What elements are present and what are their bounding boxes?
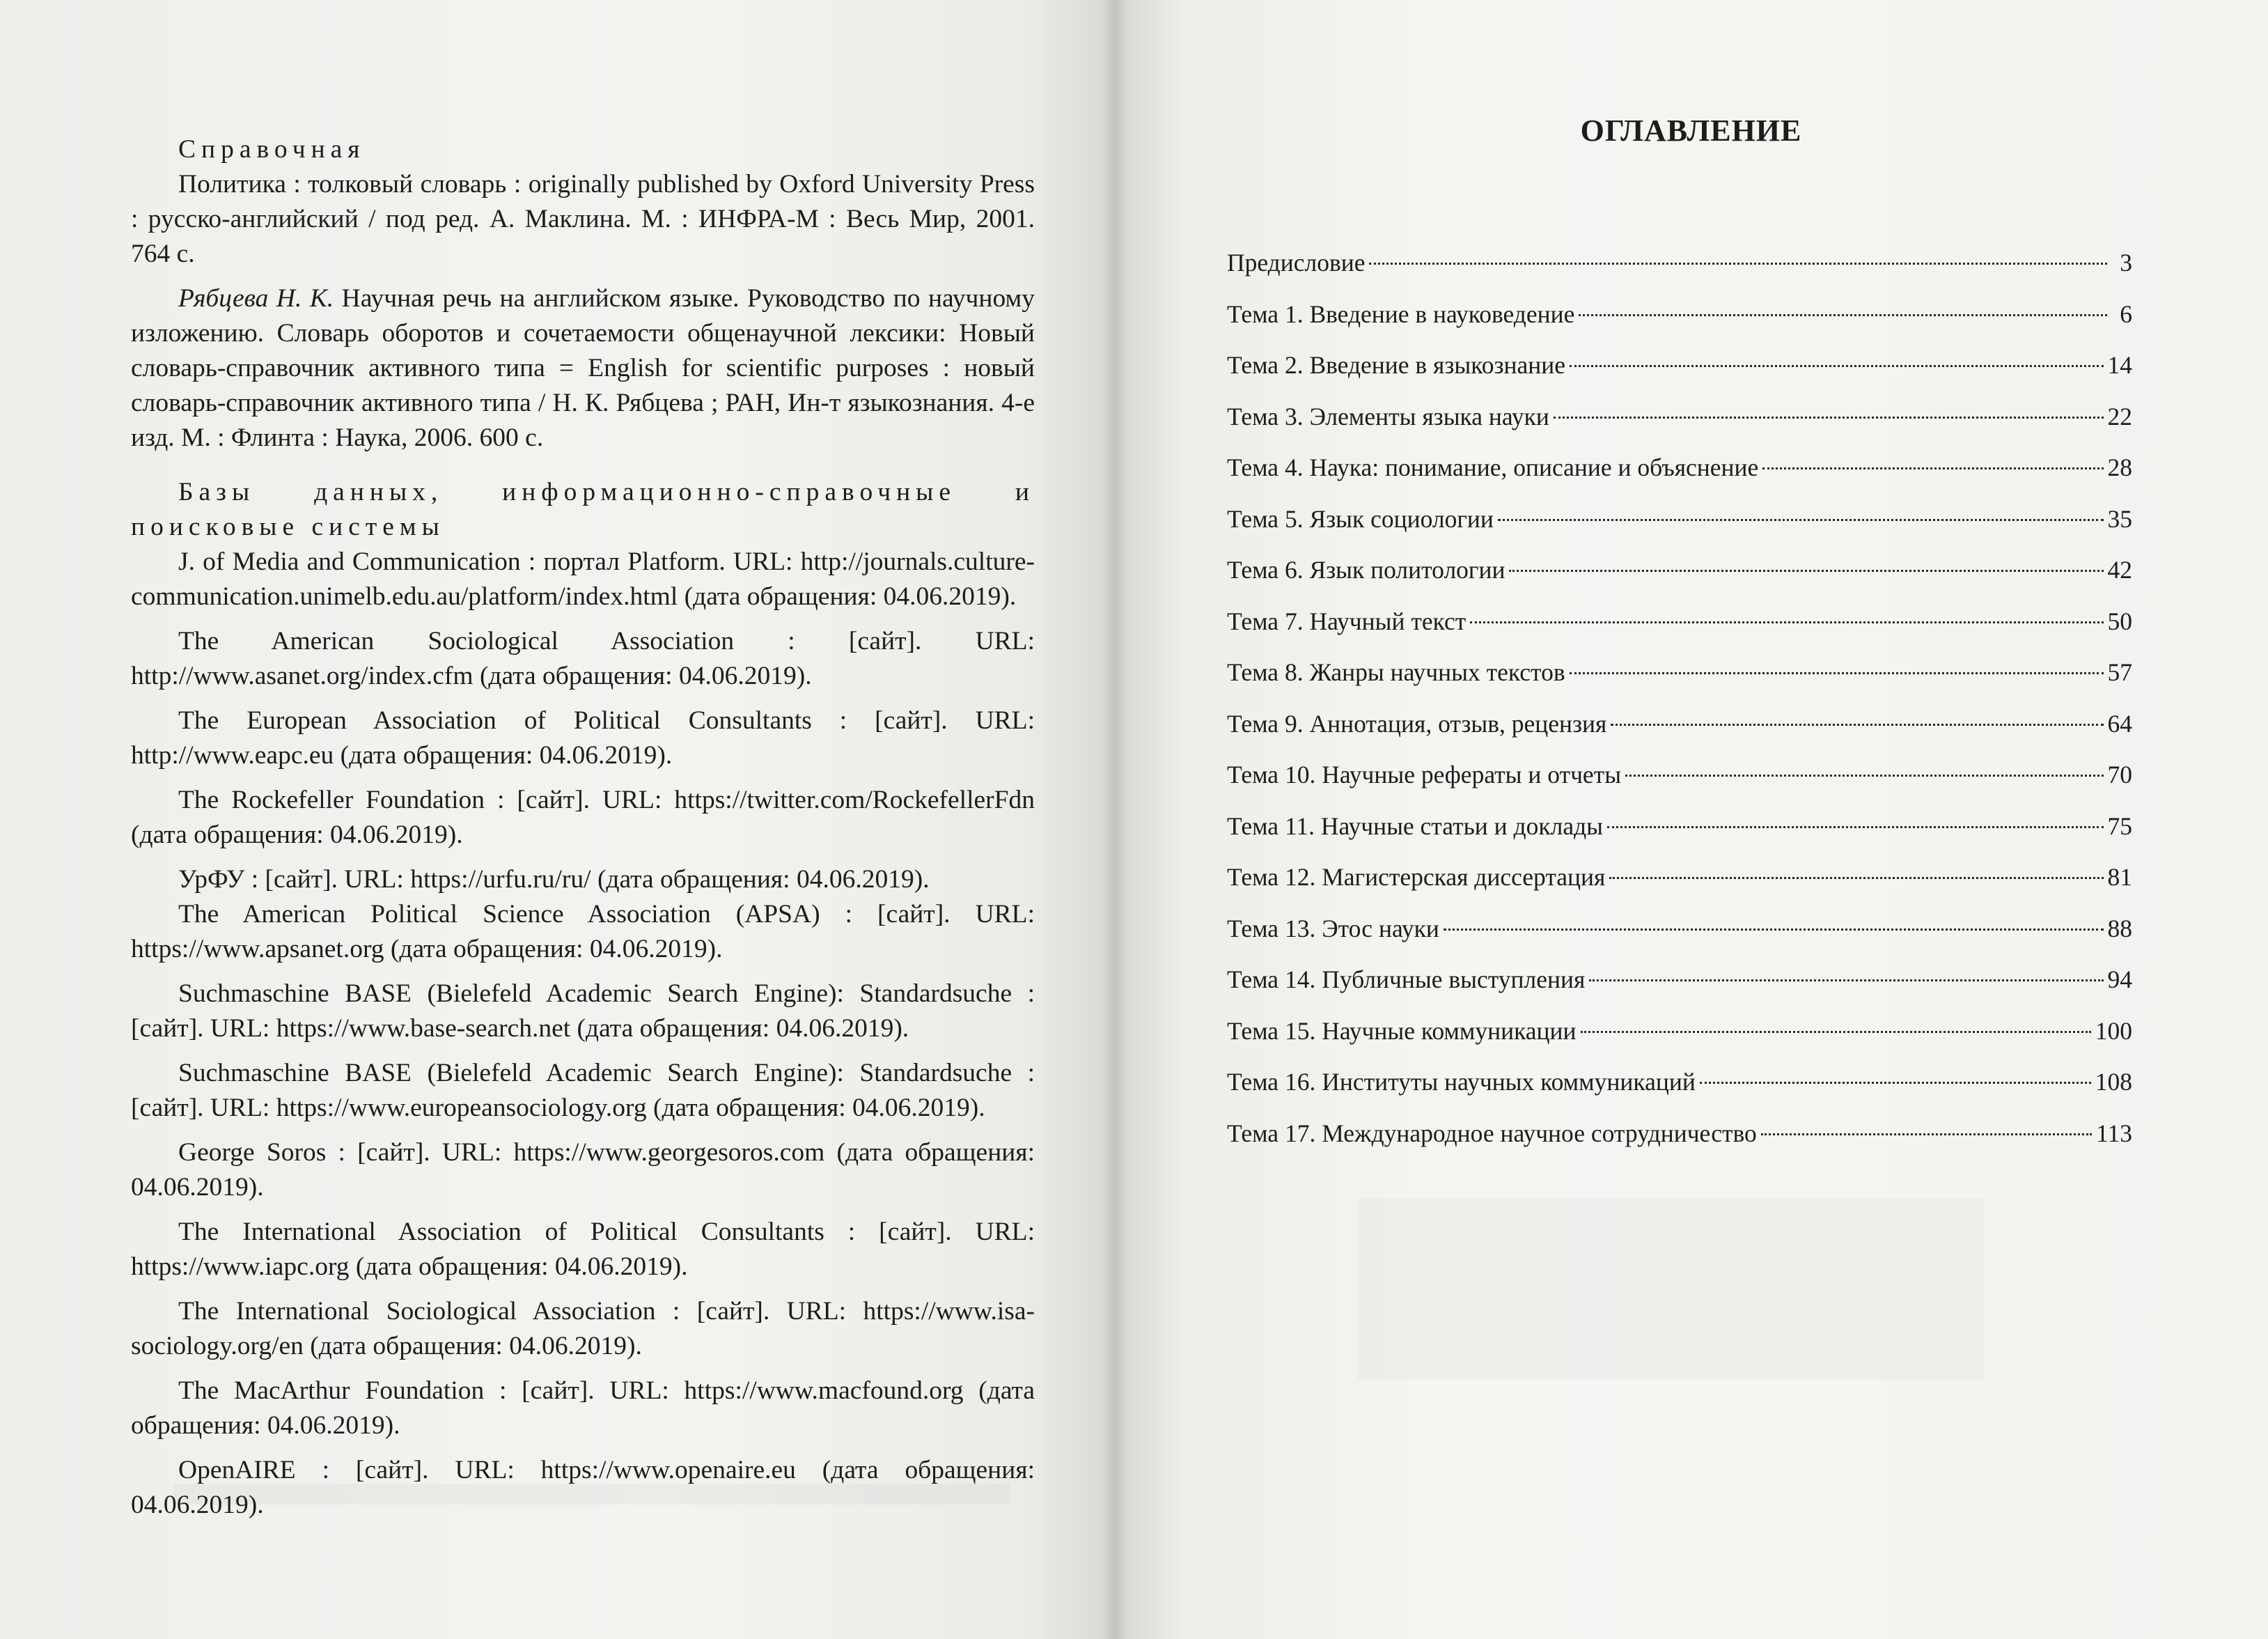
reference-entry: George Soros : [сайт]. URL: https://www.georgesoros.com (дата обращения: 04.06.2019). <box>131 1138 1035 1202</box>
reference-entry: The Rockefeller Foundation : [сайт]. URL: https://twitter.com/RockefellerFdn (дата обращения: 04.06.2019). <box>131 786 1035 849</box>
toc-entry-page: 100 <box>2095 1016 2132 1045</box>
toc-entry-label: Тема 14. Публичные выступления <box>1227 965 1586 993</box>
toc-entry <box>1227 860 2132 911</box>
reference-author: Рябцева Н. К. <box>178 284 334 313</box>
toc-dot-leader <box>1509 570 2103 572</box>
toc-dot-leader <box>1611 724 2103 726</box>
reference-entry: Suchmaschine BASE (Bielefeld Academic Search Engine): Standardsuche : [сайт]. URL: https://www.base-search.net (дата обращения: 04.06.2019). <box>131 979 1035 1043</box>
toc-entry-page: 14 <box>2107 351 2132 379</box>
toc-entry-page: 108 <box>2095 1068 2132 1096</box>
toc-entry-page: 57 <box>2107 658 2132 686</box>
toc-entry <box>1227 502 2132 553</box>
toc-entry <box>1227 1013 2132 1065</box>
toc-dot-leader <box>1761 1133 2092 1135</box>
toc-entry <box>1227 297 2132 348</box>
toc-entry-label: Тема 5. Язык социологии <box>1227 504 1494 533</box>
toc-entry-label: Предисловие <box>1227 249 1366 277</box>
toc-entry-label: Тема 13. Этос науки <box>1227 914 1439 942</box>
toc-dot-leader <box>1607 826 2104 828</box>
toc-entry-label: Тема 12. Магистерская диссертация <box>1227 863 1606 891</box>
toc-entry <box>1227 450 2132 502</box>
toc-entry-page: 42 <box>2107 556 2132 584</box>
toc-dot-leader <box>1609 877 2103 879</box>
reference-entry: The MacArthur Foundation : [сайт]. URL: https://www.macfound.org (дата обращения: 04.06.2019). <box>131 1376 1035 1440</box>
reference-entry: The International Association of Political Consultants : [сайт]. URL: https://www.iapc.org (дата обращения: 04.06.2019). <box>131 1218 1035 1281</box>
toc-dot-leader <box>1570 672 2104 674</box>
toc-entry-label: Тема 17. Международное научное сотрудничество <box>1227 1119 1757 1147</box>
toc-entry <box>1227 348 2132 399</box>
toc-dot-leader <box>1444 929 2104 931</box>
toc-dot-leader <box>1498 519 2104 521</box>
reference-entry: Политика : толковый словарь : originally published by Oxford University Press : русско-английский / под ред. А. Маклина. М. : ИНФРА-М : Весь Мир, 2001. 764 с. <box>131 170 1035 268</box>
reference-entry: The American Political Science Association (APSA) : [сайт]. URL: https://www.apsanet.org (дата обращения: 04.06.2019). <box>131 900 1035 963</box>
toc-dot-leader <box>1579 314 2107 316</box>
toc-dot-leader <box>1625 775 2103 777</box>
toc-entry <box>1227 1116 2132 1167</box>
show-through-decoration <box>1358 1198 1985 1379</box>
toc-entry-page: 50 <box>2107 607 2132 635</box>
toc-entry-page: 75 <box>2107 811 2132 840</box>
toc-entry-page: 35 <box>2107 504 2132 533</box>
toc-entry-label: Тема 16. Институты научных коммуникаций <box>1227 1068 1696 1096</box>
toc-entry <box>1227 757 2132 809</box>
toc-entry-label: Тема 1. Введение в науковедение <box>1227 300 1575 328</box>
reference-entry: УрФУ : [сайт]. URL: https://urfu.ru/ru/ (дата обращения: 04.06.2019). <box>178 865 930 894</box>
section-heading: Справочная <box>178 135 366 164</box>
table-of-contents <box>1227 245 2132 1167</box>
reference-entry: The American Sociological Association : [сайт]. URL: http://www.asanet.org/index.cfm (дата обращения: 04.06.2019). <box>131 627 1035 690</box>
reference-entry: OpenAIRE : [сайт]. URL: https://www.openaire.eu (дата обращения: 04.06.2019). <box>131 1456 1035 1519</box>
toc-entry <box>1227 809 2132 860</box>
toc-entry <box>1227 1064 2132 1116</box>
toc-dot-leader <box>1700 1082 2091 1084</box>
toc-entry <box>1227 962 2132 1013</box>
toc-entry-label: Тема 2. Введение в языкознание <box>1227 351 1565 379</box>
toc-entry-label: Тема 9. Аннотация, отзыв, рецензия <box>1227 709 1607 738</box>
reference-entry: The European Association of Political Consultants : [сайт]. URL: http://www.eapc.eu (дата обращения: 04.06.2019). <box>131 706 1035 770</box>
toc-entry-label: Тема 7. Научный текст <box>1227 607 1467 635</box>
toc-entry <box>1227 604 2132 655</box>
toc-entry-label: Тема 6. Язык политологии <box>1227 556 1506 584</box>
reference-entry: Suchmaschine BASE (Bielefeld Academic Search Engine): Standardsuche : [сайт]. URL: https://www.europeansociology.org (дата обращения: 04.06.2019). <box>131 1059 1035 1122</box>
toc-entry-label: Тема 10. Научные рефераты и отчеты <box>1227 761 1622 789</box>
toc-entry <box>1227 706 2132 758</box>
toc-entry-page: 64 <box>2107 709 2132 738</box>
toc-entry-label: Тема 8. Жанры научных текстов <box>1227 658 1565 686</box>
toc-entry-page: 6 <box>2120 300 2132 328</box>
toc-entry <box>1227 911 2132 963</box>
toc-entry-page: 81 <box>2107 863 2132 891</box>
toc-dot-leader <box>1762 467 2103 469</box>
toc-entry-page: 113 <box>2096 1119 2132 1147</box>
reference-entry <box>131 281 1035 456</box>
toc-entry-page: 3 <box>2120 249 2132 277</box>
book-gutter <box>1102 0 1127 1639</box>
section-heading: Базы данных, информационно-справочные и поисковые системы <box>131 478 1035 541</box>
toc-entry-label: Тема 15. Научные коммуникации <box>1227 1016 1577 1045</box>
toc-title: ОГЛАВЛЕНИЕ <box>1580 114 1802 148</box>
toc-entry-label: Тема 3. Элементы языка науки <box>1227 402 1549 430</box>
toc-entry-page: 94 <box>2107 965 2132 993</box>
toc-dot-leader <box>1570 365 2104 367</box>
toc-dot-leader <box>1554 417 2104 419</box>
toc-entry <box>1227 655 2132 706</box>
toc-dot-leader <box>1581 1031 2091 1033</box>
toc-entry-page: 22 <box>2107 402 2132 430</box>
toc-entry <box>1227 245 2132 297</box>
toc-entry-page: 70 <box>2107 761 2132 789</box>
toc-entry-page: 88 <box>2107 914 2132 942</box>
reference-body: Научная речь на английском языке. Руководство по научному изложению. Словарь оборотов и сочетаемости общенаучной лексики: Новый словарь-справочник активного типа = English for scientific purposes : новый словарь-справочник активного типа / Н. К. Рябцева ; РАН, Ин-т языкознания. 4-е изд. М. : Флинта : Наука, 2006. 600 с. <box>131 284 1035 452</box>
reference-entry: J. of Media and Communication : портал Platform. URL: http://journals.culture-communication.unimelb.edu.au/platform/index.html (дата обращения: 04.06.2019). <box>131 547 1035 611</box>
toc-entry <box>1227 399 2132 451</box>
toc-entry-label: Тема 11. Научные статьи и доклады <box>1227 811 1603 840</box>
toc-entry-label: Тема 4. Наука: понимание, описание и объяснение <box>1227 453 1759 481</box>
toc-dot-leader <box>1369 263 2107 265</box>
reference-list <box>131 132 1035 1523</box>
toc-dot-leader <box>1589 979 2103 981</box>
toc-dot-leader <box>1470 621 2103 623</box>
toc-entry-page: 28 <box>2107 453 2132 481</box>
reference-entry: The International Sociological Association : [сайт]. URL: https://www.isa-sociology.org/en (дата обращения: 04.06.2019). <box>131 1297 1035 1360</box>
toc-entry <box>1227 552 2132 604</box>
